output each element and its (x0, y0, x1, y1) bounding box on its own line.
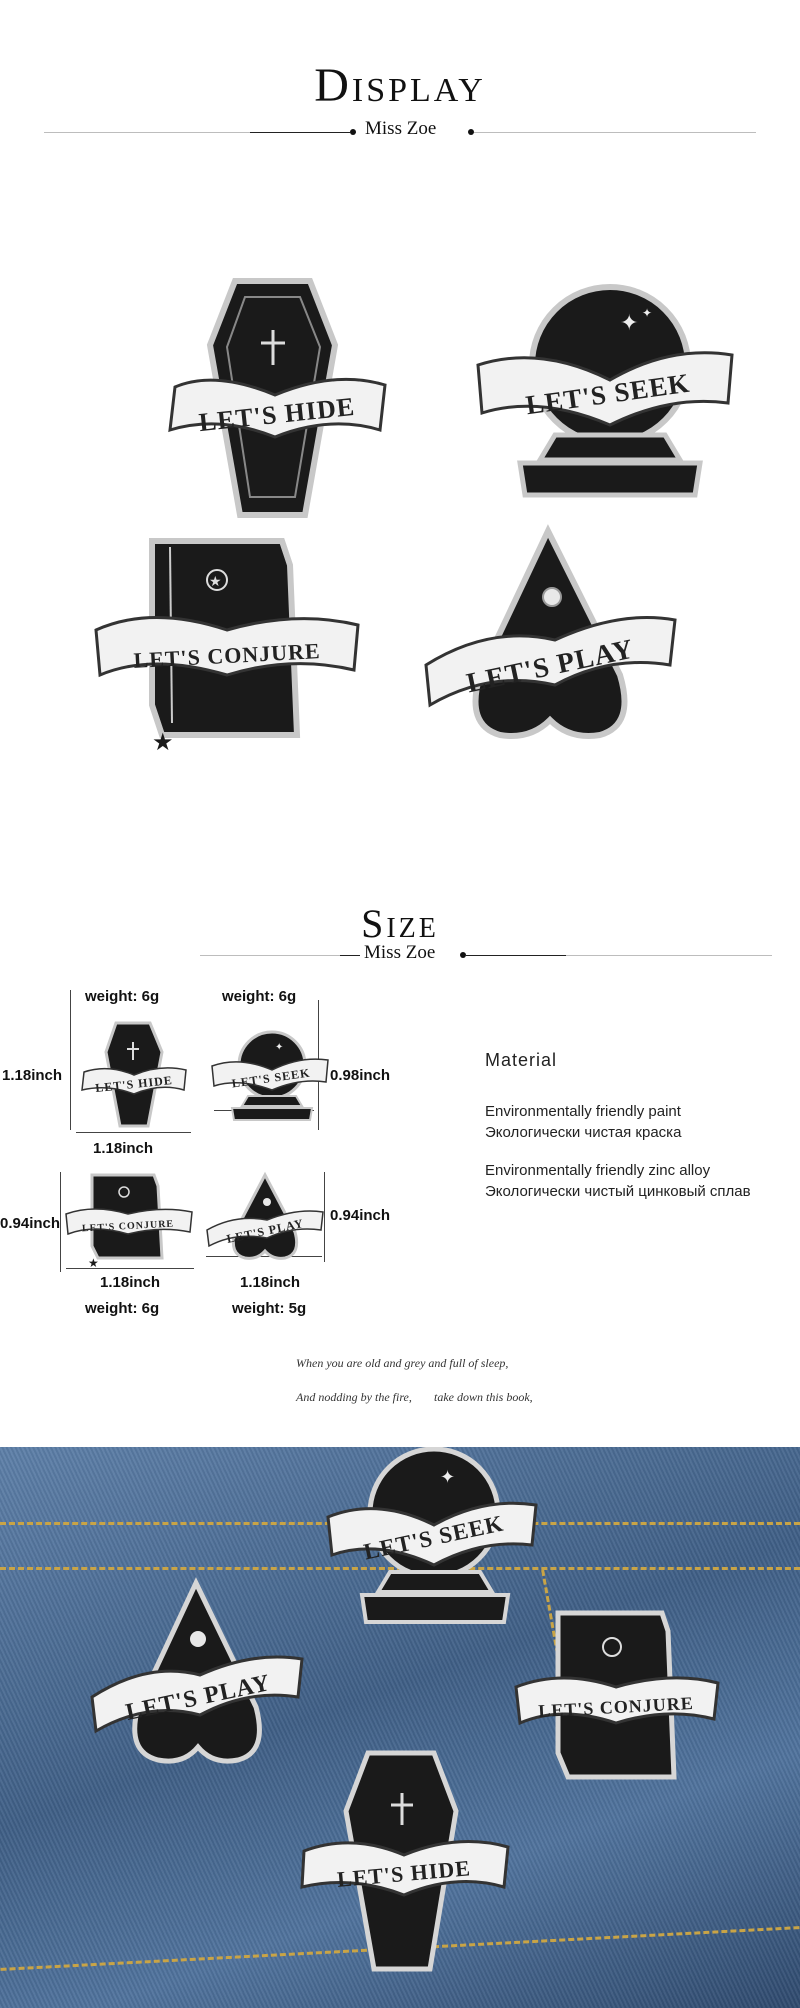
size-pin-book-banner: LET'S CONJURE (81, 1218, 175, 1235)
size-pin-planchette (205, 1172, 325, 1267)
size-rule-right (566, 955, 772, 956)
svg-text:✦: ✦ (440, 1467, 456, 1487)
svg-text:★: ★ (88, 1256, 99, 1270)
svg-text:✦: ✦ (642, 306, 653, 320)
pin-planchette-banner: LET'S PLAY (463, 633, 637, 700)
size-ball-weight: weight: 6g (222, 988, 297, 1005)
display-dot-left (350, 129, 356, 135)
quote-line-2b: take down this book, (434, 1390, 533, 1404)
material-label: Material (485, 1050, 558, 1070)
size-book-height: 0.94inch (0, 1215, 61, 1232)
display-rule-right (474, 132, 756, 133)
photo-pin-ball-banner: LET'S SEEK (361, 1510, 506, 1565)
size-plan-weight: weight: 5g (232, 1300, 307, 1317)
material-line-4: Экологически чистый цинковый сплав (485, 1183, 751, 1200)
svg-text:✦: ✦ (620, 310, 639, 335)
size-book-vline (60, 1172, 61, 1272)
display-subtitle: Miss Zoe (365, 118, 437, 139)
pin-crystal-ball (470, 285, 740, 510)
size-plan-height: 0.94inch (330, 1207, 391, 1224)
size-ball-height: 0.98inch (330, 1067, 391, 1084)
material-line-3: Environmentally friendly zinc alloy (485, 1162, 711, 1179)
pin-planchette (420, 525, 680, 760)
size-plan-width: 1.18inch (240, 1274, 301, 1291)
size-coffin-height: 1.18inch (2, 1067, 63, 1084)
photo-pin-planchette (88, 1577, 308, 1777)
size-pin-ball-banner: LET'S SEEK (230, 1065, 312, 1091)
size-subtitle: Miss Zoe (364, 942, 436, 963)
pin-spellbook (92, 535, 362, 760)
display-title: Display (314, 59, 486, 112)
photo-pin-book (512, 1607, 722, 1792)
denim-photo (0, 1447, 800, 2008)
quote-line-2a: And nodding by the fire, (296, 1390, 412, 1404)
size-pin-book (64, 1172, 194, 1272)
display-rule-left-dark (250, 132, 350, 133)
svg-text:★: ★ (152, 729, 174, 756)
svg-text:✦: ✦ (275, 1042, 284, 1053)
pin-crystal-ball-banner: LET'S SEEK (523, 367, 692, 421)
size-heading (0, 900, 800, 947)
pin-spellbook-banner: LET'S CONJURE (132, 638, 322, 673)
material-line-2: Экологически чистая краска (485, 1124, 682, 1141)
photo-pin-book-banner: LET'S CONJURE (537, 1692, 695, 1722)
display-heading (0, 58, 800, 113)
size-rule-left (200, 955, 340, 956)
pin-coffin-banner: LET'S HIDE (197, 391, 357, 438)
size-coffin-vline (70, 990, 71, 1130)
size-pin-planchette-banner: LET'S PLAY (225, 1215, 306, 1246)
size-rule-right-dark (466, 955, 566, 956)
size-book-weight: weight: 6g (85, 1300, 160, 1317)
photo-pin-coffin (296, 1747, 516, 1977)
quote-line-1: When you are old and grey and full of sleep, (296, 1356, 509, 1370)
size-title: Size (361, 901, 439, 946)
size-pin-coffin (78, 1020, 193, 1135)
photo-pin-ball (322, 1447, 542, 1632)
size-pin-ball (210, 1030, 330, 1125)
photo-pin-coffin-banner: LET'S HIDE (335, 1855, 472, 1892)
size-book-width: 1.18inch (100, 1274, 161, 1291)
size-rule-left-dark (340, 955, 360, 956)
material-line-1: Environmentally friendly paint (485, 1103, 681, 1120)
pin-coffin (155, 275, 405, 530)
svg-text:★: ★ (209, 573, 222, 589)
size-coffin-weight: weight: 6g (85, 988, 160, 1005)
size-pin-coffin-banner: LET'S HIDE (94, 1072, 174, 1096)
photo-pin-planchette-banner: LET'S PLAY (123, 1669, 273, 1726)
size-coffin-width: 1.18inch (93, 1140, 154, 1157)
